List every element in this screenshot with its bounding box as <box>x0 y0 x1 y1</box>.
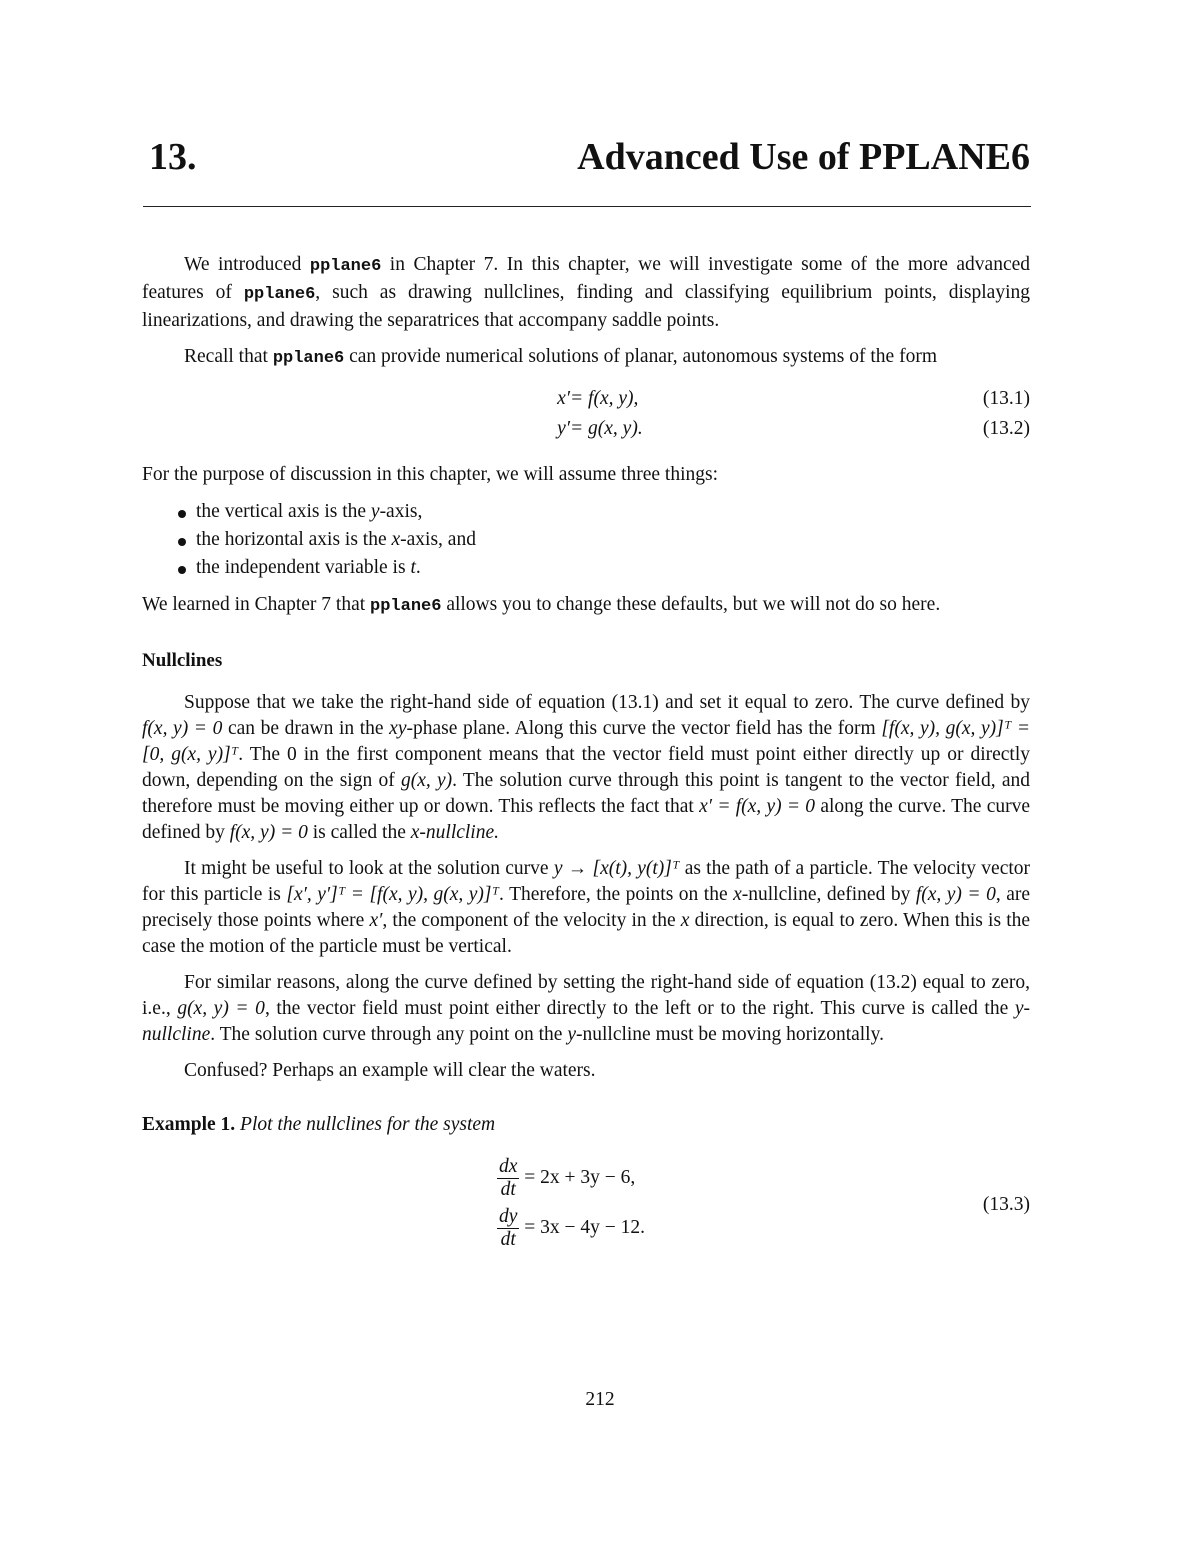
chapter-number: 13. <box>149 136 197 178</box>
equation-number: (13.2) <box>982 418 1030 439</box>
chapter-header <box>149 132 1030 182</box>
equation-row-dy: $\frac{dy}{dt}$ = 3x − 4y − 12. <box>499 1206 646 1250</box>
intro-paragraph: We introduced pplane6 in Chapter 7. In this chapter, we will investigate some of the more advanced features of pplane6, such as drawing nullclines, finding and classifying equilibrium points, displaying linearizations, and drawing the separatrices that accompany saddle points. <box>142 254 1031 331</box>
equation-number: (13.3) <box>982 1194 1030 1215</box>
purpose-paragraph: For the purpose of discussion in this chapter, we will assume three things: <box>142 464 719 485</box>
nullclines-paragraph-2: It might be useful to look at the solution curve y → [x(t), y(t)]ᵀ as the path of a particle. The velocity vector for this particle is [x′, y′]ᵀ = [f(x, y), g(x, y)]ᵀ. Therefore, the points on the x-nullcline, defined by f(x, y) = 0, are precisely those points where x′, the component of the velocity in the x direction, is equal to zero. When this is the case the motion of the particle must be vertical. <box>142 858 1031 957</box>
recall-paragraph: Recall that pplane6 can provide numerical solutions of planar, autonomous systems of the form <box>184 346 937 368</box>
code-pplane6: pplane6 <box>243 285 316 304</box>
list-item: the horizontal axis is the x-axis, and <box>142 526 1030 554</box>
learned-paragraph: We learned in Chapter 7 that pplane6 allows you to change these defaults, but we will not do so here. <box>142 594 941 616</box>
fraction-dy-dt: $\frac{dy}{dt}$ <box>499 1206 518 1250</box>
bullet-icon <box>178 510 186 518</box>
equation-13-2: y′ = g(x, y). (13.2) <box>142 416 1030 446</box>
equation-13-1: x′ = f(x, y), (13.1) <box>142 386 1030 416</box>
bullet-icon <box>178 566 186 574</box>
bullet-icon <box>178 538 186 546</box>
example-1-statement <box>142 1112 1030 1138</box>
example-label: Example 1. <box>142 1114 236 1135</box>
nullclines-paragraph-3: For similar reasons, along the curve defined by setting the right-hand side of equation (13.2) equal to zero, i.e., g(x, y) = 0, the vector field must point either directly to the left or to the right. This curve is called the y-nullcline. The solution curve through any point on the y-nullcline must be moving horizontally. <box>142 972 1031 1045</box>
equation-row-dx: $\frac{dx}{dt}$ = 2x + 3y − 6, <box>499 1156 636 1200</box>
list-item: the independent variable is t. <box>142 554 1030 582</box>
list-item: the vertical axis is the y-axis, <box>142 498 1030 526</box>
section-heading-nullclines: Nullclines <box>142 650 223 671</box>
nullclines-paragraph-1: Suppose that we take the right-hand side of equation (13.1) and set it equal to zero. The curve defined by f(x, y) = 0 can be drawn in the xy-phase plane. Along this curve the vector field has the form [f(x, y), g(x, y)]ᵀ = [0, g(x, y)]ᵀ. The 0 in the first component means that the vector field must point either directly up or directly down, depending on the sign of g(x, y). The solution curve through this point is tangent to the vector field, and therefore must be moving either up or down. This reflects the fact that x′ = f(x, y) = 0 along the curve. The curve defined by f(x, y) = 0 is called the x-nullcline. <box>142 692 1031 843</box>
chapter-title: Advanced Use of PPLANE6 <box>577 136 1030 178</box>
equation-13-3 <box>142 1156 1030 1256</box>
code-pplane6: pplane6 <box>272 349 345 368</box>
fraction-dx-dt: $\frac{dx}{dt}$ <box>499 1156 518 1200</box>
example-text: Plot the nullclines for the system <box>240 1114 496 1135</box>
body-text <box>142 252 1030 1256</box>
nullclines-paragraph-4: Confused? Perhaps an example will clear the waters. <box>184 1060 596 1081</box>
page-number: 212 <box>585 1389 615 1410</box>
header-rule <box>143 206 1031 207</box>
code-pplane6: pplane6 <box>370 597 442 616</box>
code-pplane6: pplane6 <box>309 257 382 276</box>
equation-block-13-1-13-2 <box>142 386 1030 446</box>
equation-number: (13.1) <box>982 388 1030 409</box>
assumption-list <box>142 498 1030 582</box>
